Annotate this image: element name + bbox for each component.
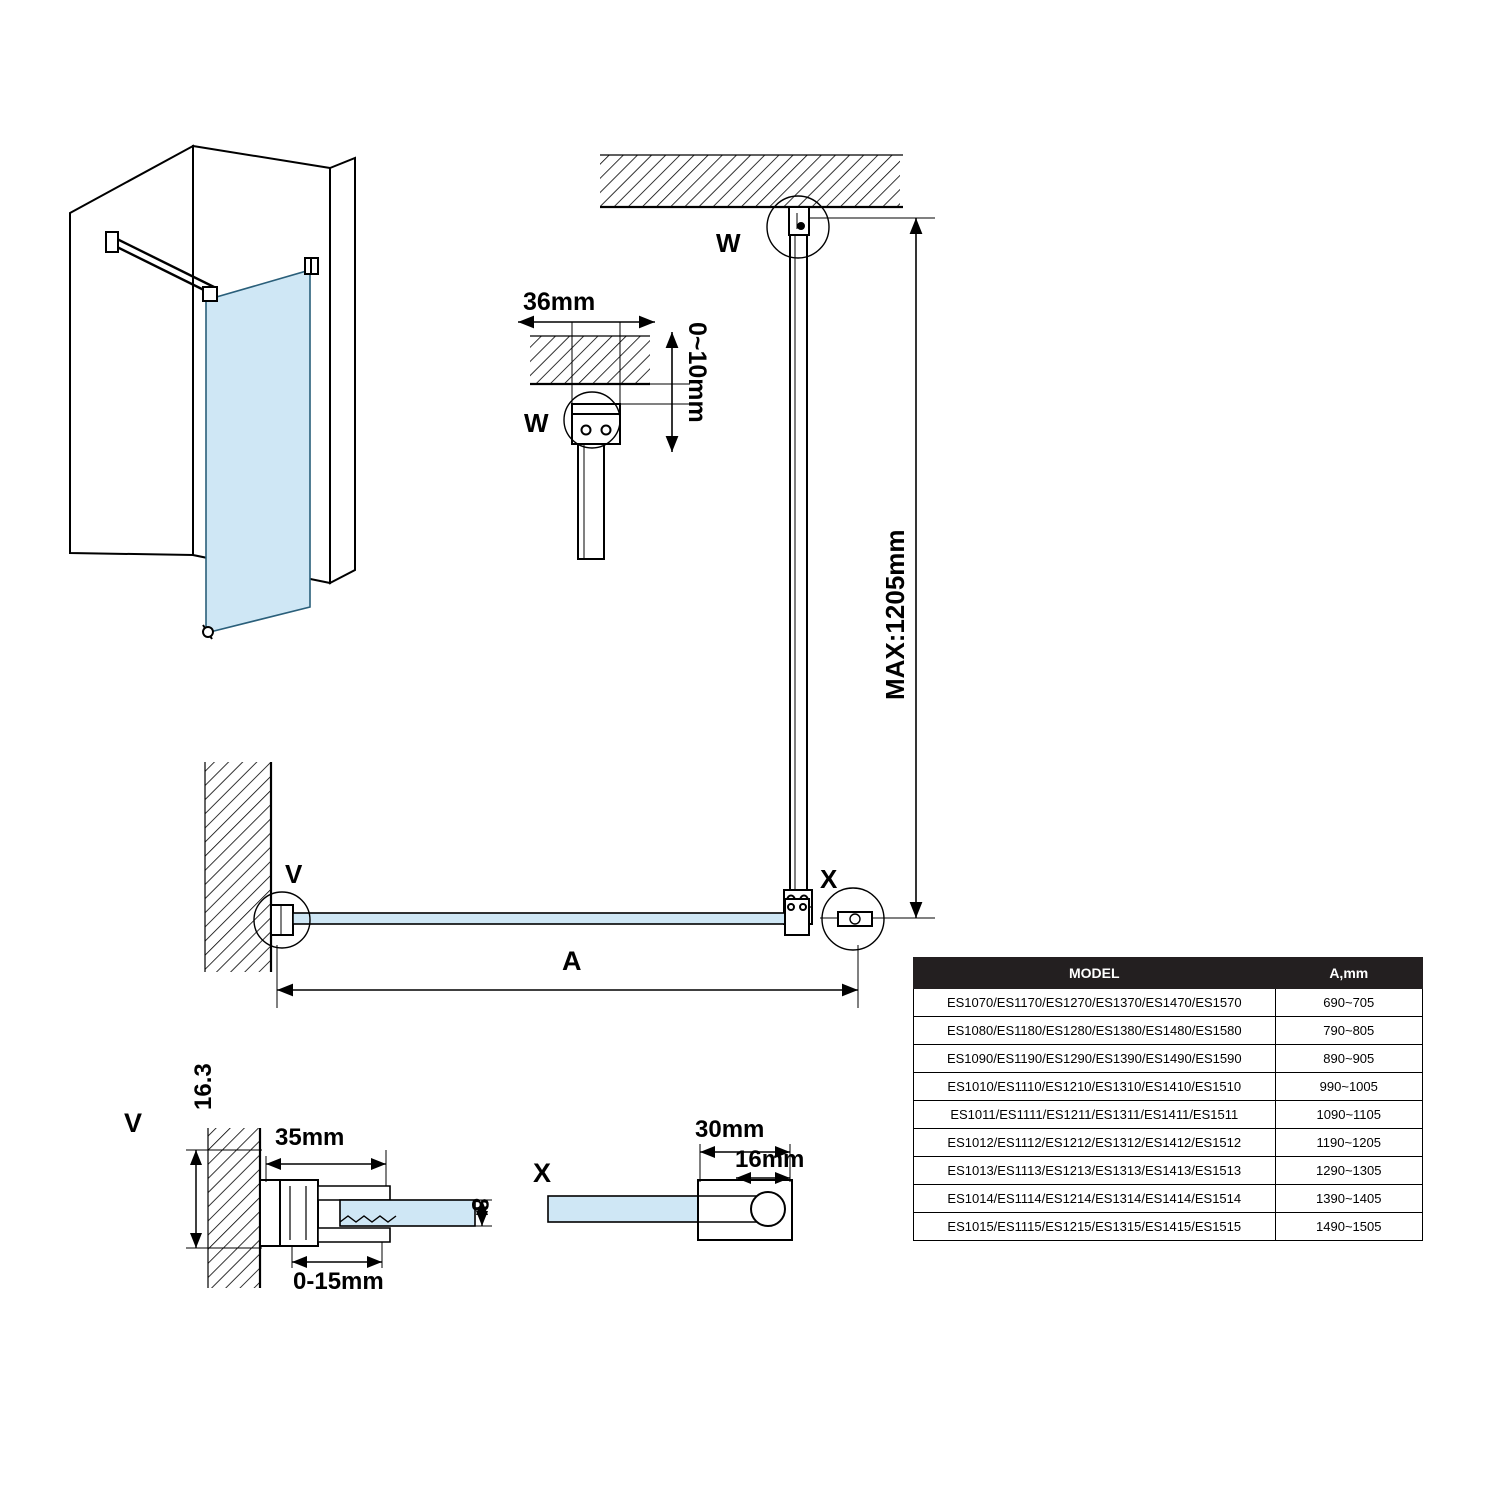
table-row [914,1045,1423,1073]
dim-0-15mm: 0-15mm [293,1268,384,1295]
table-row [914,1213,1423,1241]
cell-model: ES1010/ES1110/ES1210/ES1310/ES1410/ES1510 [914,1073,1276,1101]
dim-0-10mm: 0~10mm [683,322,711,423]
dim-36mm: 36mm [523,288,596,316]
label-x-plan: X [820,864,838,894]
dim-16-3: 16.3 [190,1063,217,1110]
header-model: MODEL [914,958,1276,989]
table-row [914,1017,1423,1045]
perspective-view [70,146,355,639]
label-w-detail: W [524,408,549,438]
label-x-detail: X [533,1158,552,1188]
cell-a: 1090~1105 [1275,1101,1422,1129]
cell-model: ES1011/ES1111/ES1211/ES1311/ES1411/ES1511 [914,1101,1276,1129]
cell-a: 1490~1505 [1275,1213,1422,1241]
cell-model: ES1070/ES1170/ES1270/ES1370/ES1470/ES1570 [914,989,1276,1017]
dim-16mm: 16mm [735,1146,805,1173]
cell-model: ES1015/ES1115/ES1215/ES1315/ES1415/ES1515 [914,1213,1276,1241]
dim-max-height: MAX:1205mm [880,529,910,700]
dim-30mm: 30mm [695,1116,765,1143]
cell-model: ES1014/ES1114/ES1214/ES1314/ES1414/ES1514 [914,1185,1276,1213]
cell-a: 890~905 [1275,1045,1422,1073]
cell-a: 990~1005 [1275,1073,1422,1101]
cell-model: ES1090/ES1190/ES1290/ES1390/ES1490/ES1590 [914,1045,1276,1073]
w-detail-view [518,322,690,559]
cell-a: 1190~1205 [1275,1129,1422,1157]
cell-a: 690~705 [1275,989,1422,1017]
dim-a: A [562,946,582,976]
label-v-plan: V [285,859,303,889]
plan-view [205,762,884,1008]
dim-glass-thickness-8: 8 [466,1198,493,1212]
table-row [914,1129,1423,1157]
table-row [914,1073,1423,1101]
dim-35mm: 35mm [275,1124,345,1151]
table-header-row [914,958,1423,989]
cell-a: 790~805 [1275,1017,1422,1045]
cell-model: ES1080/ES1180/ES1280/ES1380/ES1480/ES1580 [914,1017,1276,1045]
label-v-detail: V [124,1108,143,1138]
label-w-elevation: W [716,228,741,258]
v-detail-view [186,1128,492,1288]
cell-a: 1290~1305 [1275,1157,1422,1185]
model-spec-table [913,957,1423,1241]
table-row [914,1157,1423,1185]
cell-model: ES1012/ES1112/ES1212/ES1312/ES1412/ES1512 [914,1129,1276,1157]
header-a-mm: A,mm [1275,958,1422,989]
cell-model: ES1013/ES1113/ES1213/ES1313/ES1413/ES1513 [914,1157,1276,1185]
table-row [914,989,1423,1017]
cell-a: 1390~1405 [1275,1185,1422,1213]
table-row [914,1185,1423,1213]
table-row [914,1101,1423,1129]
